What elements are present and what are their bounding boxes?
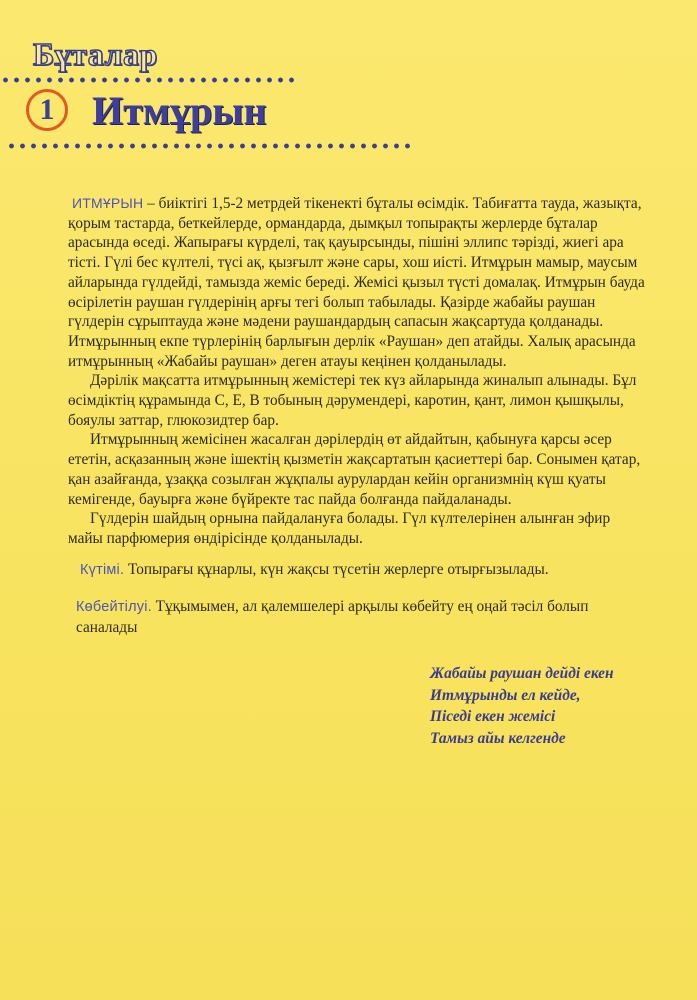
care-text: Топырағы құнарлы, күн жақсы түсетін жерлерге отырғызылады. [124,561,549,578]
section-title: Бұталар [33,36,158,72]
dotted-divider-top [0,77,300,83]
poem-line: Жабайы раушан дейді екен [430,665,614,682]
lead-term: ИТМҰРЫН [72,195,144,211]
poem-line: Итмұрынды ел кейде, [430,686,581,704]
paragraph-intro-text: – биіктігі 1,5-2 метрдей тікенекті бұталы өсімдік. Табиғатта тауда, жазықта, қорым тастарда, беткейлерде, ормандарда, дымқыл топырақты жерлерде бұталар арасында өседі. Жапырағы күрделі, тақ қауырсынды, пішіні эллипс тәрізді, жиегі ара тісті. Гүлі бес күлтелі, түсі ақ, қызғылт және сары, хош иісті. Итмұрын мамыр, маусым айларында гүлдейді, тамызда жеміс береді. Жемісі қызыл түсті домалақ. Итмұрын бауда өсірілетін раушан гүлдерінің арғы тегі болып табылады. Қазірде жабайы раушан гүлдерін сұрыптауда және мәдени раушандардың сапасын жақсартуда қолданады. Итмұрынның екпе түрлерінің барлығын дерлік «Раушан» деп атайды. Халық арасында итмұрынның «Жабайы раушан» деген атауы кеңінен қолданылады. [68,195,645,370]
paragraph-intro [68,194,648,371]
plant-number-badge: 1 [26,89,68,131]
propagation-section [76,597,646,637]
paragraph-uses: Итмұрынның жемісінен жасалған дәрілердің өт айдайтын, қабынуға қарсы әсер ететін, асқазанның және ішектің қызметін жақсартатын қасиеттері бар. Сонымен қатар, қан азайғанда, ұзаққа созылған жұқпалы аурулардан кейін организмнің күш қуаты кемігенде, бауырға және бүйректе тас пайда болғанда пайдаланады. [68,431,641,508]
care-term: Күтімі. [80,562,125,578]
plant-title: Итмұрын [92,88,267,133]
propagation-term: Көбейтілуі. [76,599,152,615]
dotted-divider-bottom [6,143,416,149]
paragraph-flowers: Гүлдерін шайдың орнына пайдалануға болады. Гүл күлтелерінен алынған эфир майы парфюмерия өндірісінде қолданылады. [68,510,611,547]
care-section [80,560,650,581]
poem-line: Тамыз айы келгенде [430,730,566,748]
propagation-text: Тұқымымен, ал қалемшелері арқылы көбейту ең оңай тәсіл болып саналады [76,598,589,636]
description-body [68,194,648,549]
poem [430,663,680,750]
poem-line: Піседі екен жемісі [430,708,556,726]
paragraph-medicinal: Дәрілік мақсатта итмұрынның жемістері тек күз айларында жиналып алынады. Бұл өсімдіктің құрамында С, Е, В тобының дәрумендері, каротин, қант, лимон қышқылы, бояулы заттар, глюкозидтер бар. [68,372,637,429]
